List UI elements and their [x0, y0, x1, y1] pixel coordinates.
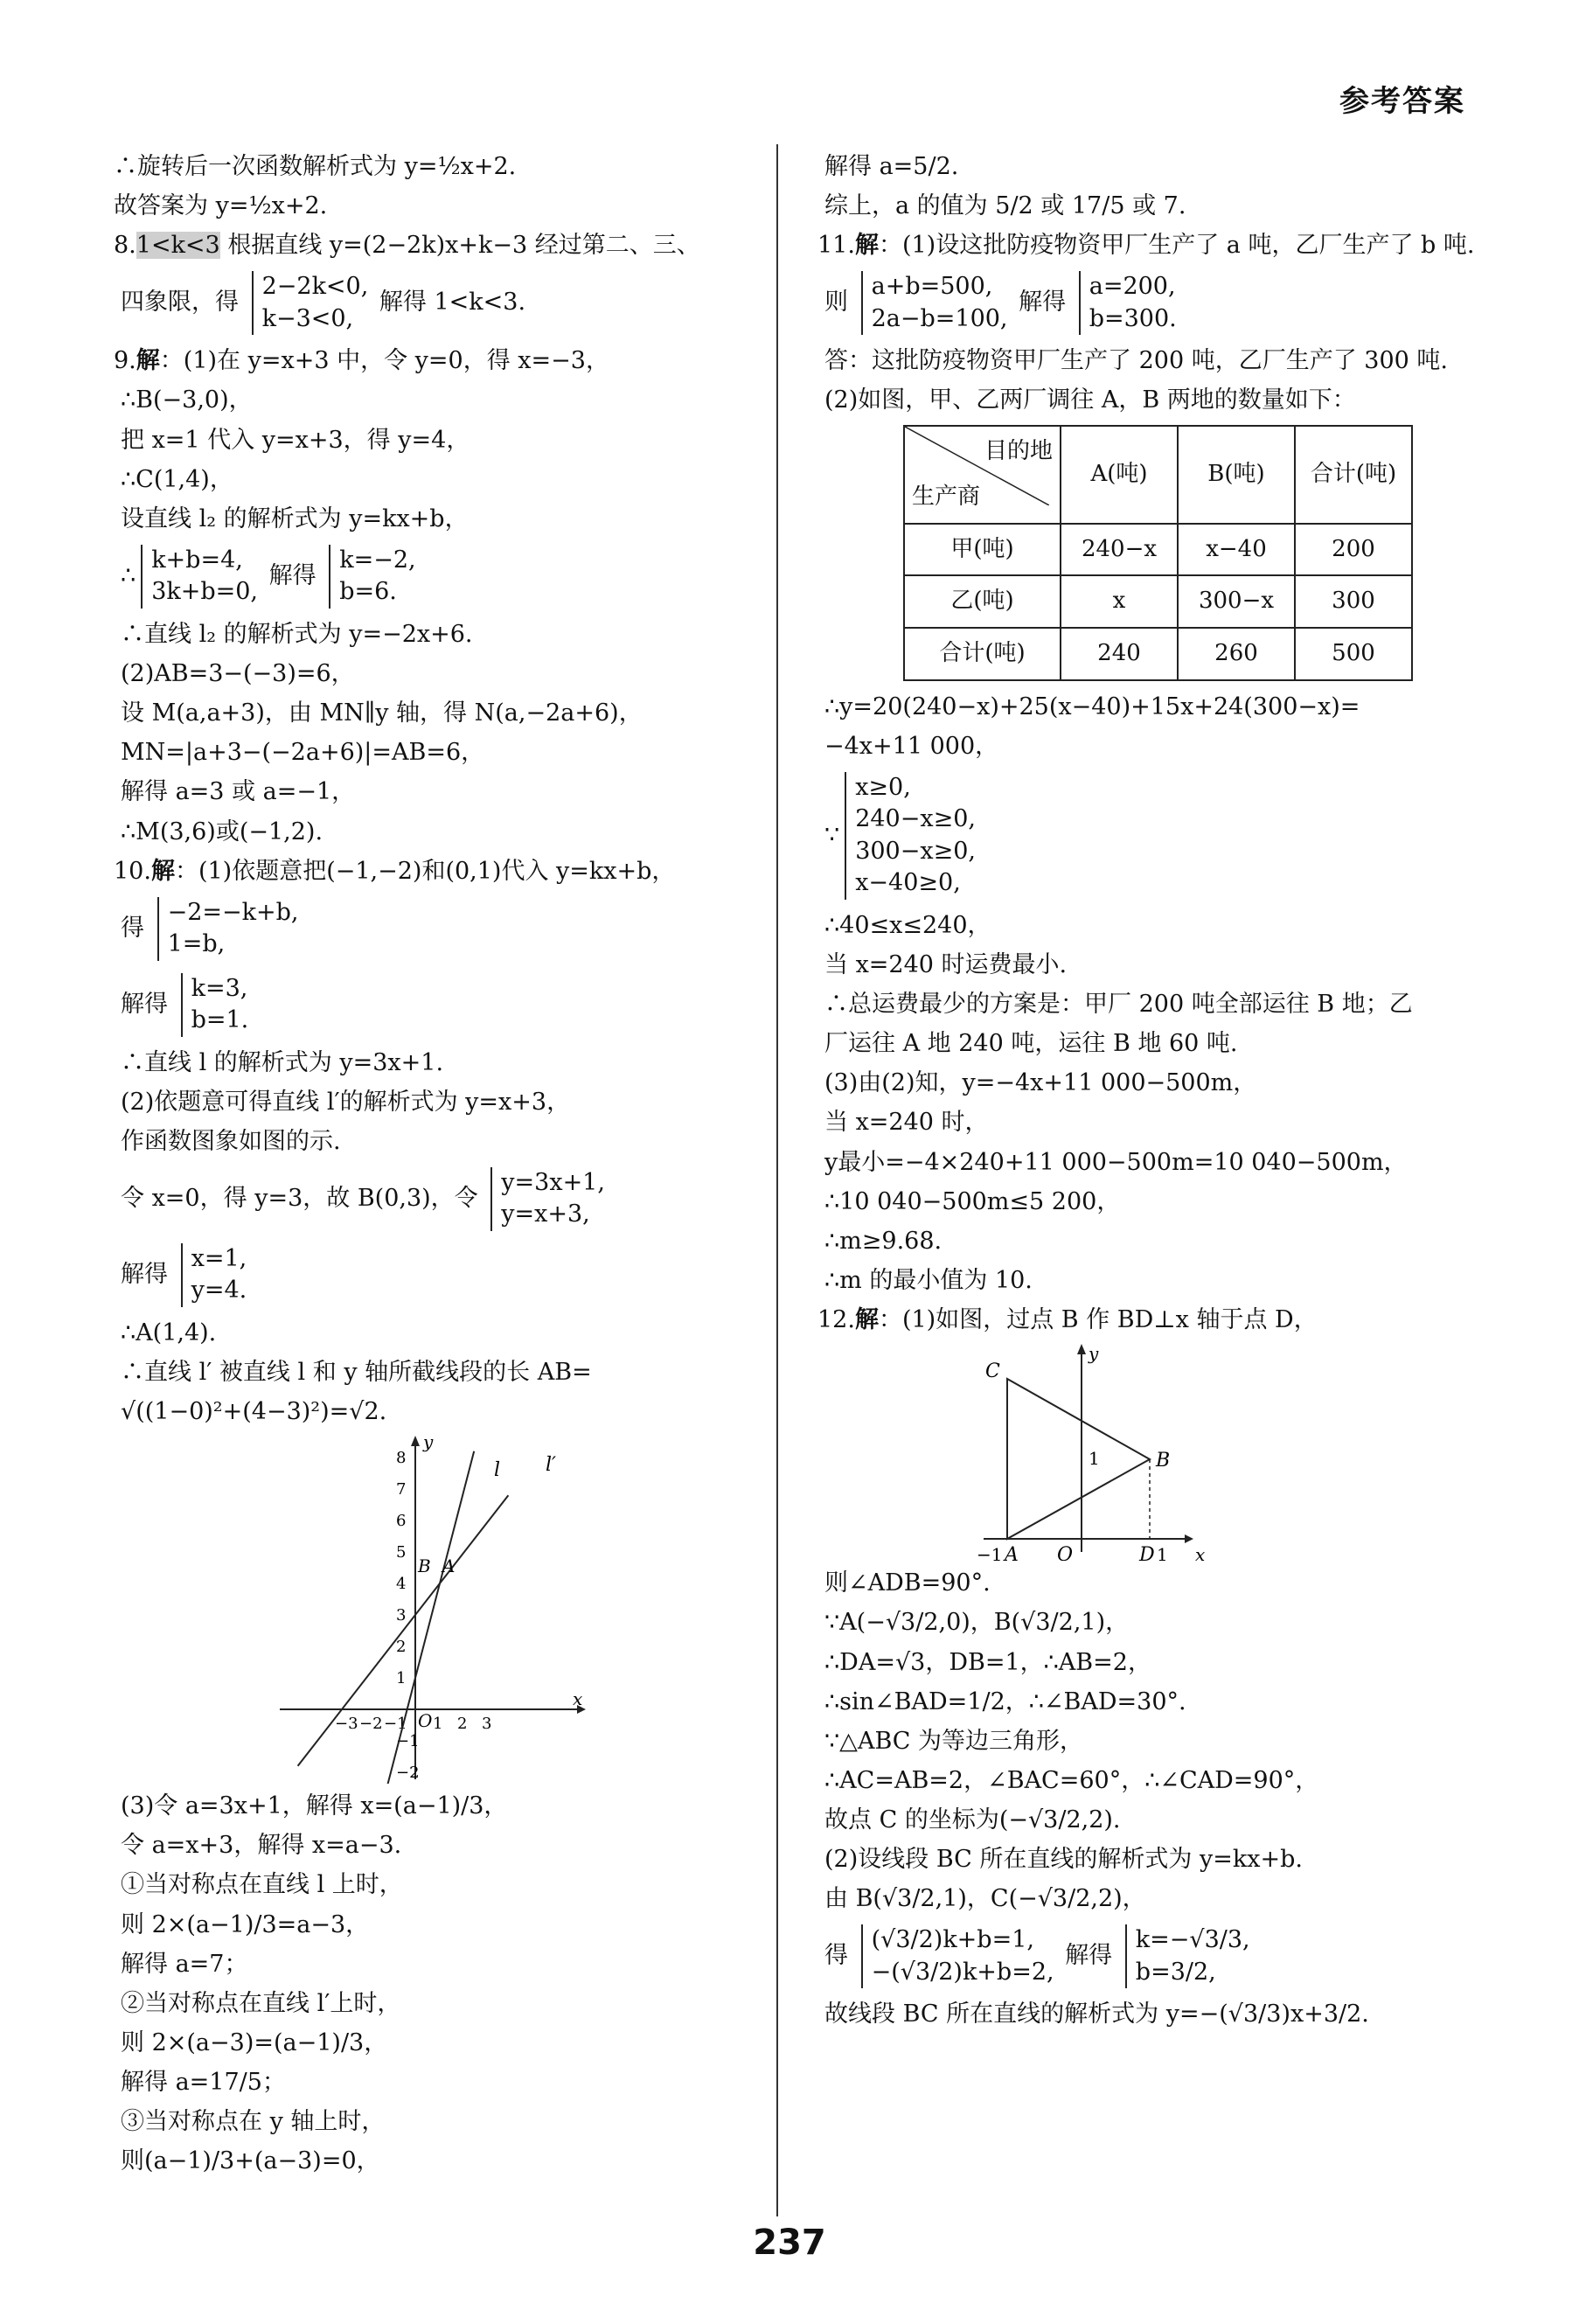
text-line: 解得 a=5/2.: [824, 153, 959, 180]
text-line: 当 x=240 时，: [824, 1109, 989, 1137]
equation: y=3x+1,: [501, 1169, 605, 1197]
equation: b=300.: [1089, 304, 1177, 332]
equation-system-row: ∵ x≥0, 240−x≥0, 300−x≥0, x−40≥0,: [817, 769, 1464, 903]
equation: k=−2,: [339, 546, 416, 574]
y-axis-label: y: [423, 1434, 434, 1453]
text-line: 设 M(a,a+3)，由 MN∥y 轴，得 N(a,−2a+6)，: [121, 699, 643, 727]
text-line: −4x+11 000，: [824, 732, 999, 760]
text-line: ③当对称点在 y 轴上时，: [121, 2108, 386, 2136]
table-cell: 240−x: [1061, 524, 1178, 576]
table-header: 合计(吨): [1295, 426, 1412, 524]
text-line: ∴40≤x≤240，: [824, 911, 991, 939]
table-cell: 乙(吨): [904, 575, 1061, 628]
y-tick-label: 6: [396, 1512, 407, 1531]
right-column: [817, 144, 1475, 2037]
text-fragment: 解得: [268, 561, 316, 589]
equation-system: [1079, 271, 1177, 335]
text-fragment: 解得 1<k<3.: [379, 289, 526, 317]
origin-label: O: [418, 1710, 433, 1732]
x-tick-label: 3: [482, 1715, 492, 1734]
x-axis-label: x: [1195, 1544, 1206, 1562]
equation-system: [157, 897, 299, 961]
text-line: 解得 a=7；: [121, 1950, 248, 1978]
table-cell: 240: [1061, 628, 1178, 680]
solution-label: 解: [854, 1306, 879, 1334]
text-line: ∴直线 l′ 被直线 l 和 y 轴所截线段的长 AB=: [121, 1358, 592, 1386]
tick-1-label: 1: [1157, 1544, 1168, 1562]
equation-system-row: [817, 1921, 1464, 1992]
y-tick-label: 3: [396, 1606, 407, 1625]
text-line: (3)令 a=3x+1，解得 x=(a−1)/3，: [121, 1792, 508, 1820]
text-fragment: ：(1)如图，过点 B 作 BD⊥x 轴于点 D，: [878, 1306, 1318, 1334]
equation-system-row: [114, 970, 761, 1040]
point-d-label: D: [1139, 1544, 1155, 1562]
text-fragment: ：(1)依题意把(−1,−2)和(0,1)代入 y=kx+b，: [174, 857, 676, 885]
solution-label: 解: [136, 347, 160, 375]
text-line: ①当对称点在直线 l 上时，: [121, 1871, 403, 1899]
equation: 1=b,: [167, 930, 226, 958]
equation-system: [861, 271, 1008, 335]
table-cell: 500: [1295, 628, 1412, 680]
table-cell: 300−x: [1178, 575, 1295, 628]
table-cell: 合计(吨): [904, 628, 1061, 680]
text-line: ∴M(3,6)或(−1,2).: [121, 818, 323, 845]
triangle-figure: [966, 1342, 1246, 1561]
y-tick-label: 8: [396, 1449, 407, 1468]
text-line: 综上，a 的值为 5/2 或 17/5 或 7.: [824, 192, 1186, 220]
solution-label: 解: [854, 232, 879, 260]
table-header: A(吨): [1061, 426, 1178, 524]
equation-system: [141, 545, 258, 609]
equation: k−3<0,: [261, 304, 354, 332]
text-line: 答：这批防疫物资甲厂生产了 200 吨，乙厂生产了 300 吨.: [824, 347, 1448, 375]
text-line: 作函数图象如图的示.: [121, 1127, 341, 1155]
table-cell: 200: [1295, 524, 1412, 576]
text-line: 由 B(√3/2,1)，C(−√3/2,2)，: [824, 1885, 1146, 1913]
equation-system: [329, 545, 415, 609]
text-line: (2)如图，甲、乙两厂调往 A，B 两地的数量如下：: [824, 386, 1356, 414]
equation: a+b=500,: [871, 273, 993, 301]
text-line: ∴sin∠BAD=1/2，∴∠BAD=30°.: [824, 1687, 1186, 1715]
table-cell: 260: [1178, 628, 1295, 680]
equation-system: [252, 271, 369, 335]
equation-system: [1125, 1924, 1250, 1988]
y-axis-label: y: [1089, 1343, 1099, 1365]
text-line: 当 x=240 时运费最小.: [824, 950, 1068, 978]
equation: k+b=4,: [151, 546, 243, 574]
equation: 2−2k<0,: [261, 273, 369, 301]
text-line: ∴A(1,4).: [121, 1319, 217, 1346]
origin-label: O: [1057, 1544, 1074, 1562]
equation-system: [845, 772, 976, 900]
equation-system: [861, 1924, 1054, 1988]
question-8: [114, 228, 761, 262]
function-graph: [271, 1434, 586, 1784]
equation-system-row: ∴ k+b=4, 3k+b=0, 解得 k=−2, b=6.: [114, 541, 761, 612]
question-10: [114, 854, 761, 888]
text-line: ∴直线 l₂ 的解析式为 y=−2x+6.: [121, 620, 473, 648]
x-tick-label: 2: [457, 1715, 468, 1734]
text-line: 解得 a=17/5；: [121, 2069, 286, 2097]
text-line: 令 a=x+3，解得 x=a−3.: [121, 1832, 402, 1860]
x-axis-arrow: [1185, 1534, 1193, 1543]
text-line: ②当对称点在直线 l′上时，: [121, 1989, 401, 2017]
text-line: 则 2×(a−1)/3=a−3，: [121, 1910, 370, 1938]
question-number: 12.: [817, 1306, 855, 1334]
text-line: ∴m≥9.68.: [824, 1227, 943, 1255]
x-axis-label: x: [573, 1688, 583, 1710]
equilateral-triangle: [1007, 1379, 1150, 1539]
left-column: [114, 144, 761, 2184]
text-line: ∴旋转后一次函数解析式为 y=½x+2.: [114, 153, 517, 180]
line-l-prime-label: l′: [546, 1454, 557, 1477]
text-line: ∴m 的最小值为 10.: [824, 1266, 1033, 1294]
question-11: [817, 228, 1475, 262]
text-line: (2)依题意可得直线 l′的解析式为 y=x+3，: [121, 1088, 571, 1116]
text-fragment: 解得: [1065, 1942, 1113, 1970]
y-tick-label: −1: [396, 1732, 420, 1751]
text-fragment: 则: [824, 289, 848, 317]
y-axis-arrow: [1077, 1344, 1086, 1354]
table-row: [904, 575, 1412, 628]
text-line: (3)由(2)知，y=−4x+11 000−500m，: [824, 1069, 1257, 1097]
text-line: 根据直线 y=(2−2k)x+k−3 经过第二、三、: [219, 232, 700, 260]
text-line: ∴AC=AB=2，∠BAC=60°，∴∠CAD=90°，: [824, 1766, 1319, 1794]
equation: 3k+b=0,: [151, 578, 259, 606]
corner-top-label: 目的地: [984, 437, 1053, 464]
equation: a=200,: [1089, 273, 1176, 301]
equation: −(√3/2)k+b=2,: [871, 1958, 1054, 1986]
text-line: 则∠ADB=90°.: [824, 1569, 991, 1597]
equation-system-row: [114, 1240, 761, 1311]
table-cell: 甲(吨): [904, 524, 1061, 576]
equation: x=1,: [191, 1244, 247, 1272]
x-tick-label: −3: [335, 1715, 358, 1734]
point-b-label: B: [1156, 1450, 1171, 1472]
question-8-system: [114, 268, 761, 338]
point-a-label: A: [1005, 1544, 1019, 1562]
equation-system: [181, 1243, 247, 1307]
equation-system: [490, 1167, 605, 1231]
text-line: MN=|a+3−(−2a+6)|=AB=6，: [121, 739, 485, 767]
question-12: [817, 1303, 1464, 1337]
equation: k=3,: [191, 974, 248, 1002]
text-line: 故点 C 的坐标为(−√3/2,2).: [824, 1806, 1121, 1834]
text-fragment: ：(1)设这批防疫物资甲厂生产了 a 吨，乙厂生产了 b 吨.: [878, 232, 1475, 260]
corner-bottom-label: 生产商: [912, 483, 981, 510]
highlighted-answer: 1<k<3: [136, 232, 220, 260]
equation: 300−x≥0,: [855, 837, 976, 865]
equation: k=−√3/3,: [1135, 1926, 1250, 1954]
text-fragment: 四象限，得: [121, 289, 239, 317]
text-line: ∴C(1,4)，: [121, 465, 233, 493]
text-line: ∴y=20(240−x)+25(x−40)+15x+24(300−x)=: [824, 692, 1360, 720]
question-number: 11.: [817, 232, 855, 260]
equation: x−40≥0,: [855, 869, 961, 897]
text-line: (2)AB=3−(−3)=6，: [121, 660, 355, 688]
text-line: 故答案为 y=½x+2.: [114, 192, 328, 220]
y-axis-arrow: [411, 1436, 420, 1446]
text-line: ∵A(−√3/2,0)，B(√3/2,1)，: [824, 1609, 1130, 1637]
y-tick-label: 7: [396, 1480, 407, 1499]
x-tick-label: 1: [433, 1715, 443, 1734]
text-fragment: 得: [121, 914, 144, 942]
text-line: ∴10 040−500m≤5 200，: [824, 1187, 1121, 1215]
x-tick-label: −1: [384, 1715, 407, 1734]
text-line: 设直线 l₂ 的解析式为 y=kx+b，: [121, 504, 469, 532]
text-line: 厂运往 A 地 240 吨，运往 B 地 60 吨.: [824, 1030, 1238, 1058]
text-fragment: 解得: [121, 990, 168, 1018]
equation: 240−x≥0,: [855, 805, 976, 833]
y-tick-label: 1: [396, 1669, 407, 1688]
column-divider: [776, 144, 778, 2216]
point-c-label: C: [985, 1360, 1000, 1383]
question-9: [114, 344, 761, 378]
equation: y=x+3,: [501, 1200, 590, 1228]
point-a-label: A: [442, 1555, 456, 1577]
equation: y=4.: [191, 1277, 247, 1305]
tick-y1-label: 1: [1089, 1448, 1100, 1470]
question-number: 9.: [114, 347, 136, 375]
y-tick-label: 2: [396, 1638, 407, 1657]
text-line: ∴DA=√3，DB=1，∴AB=2，: [824, 1648, 1151, 1676]
x-tick-label: −2: [359, 1715, 383, 1734]
page-number: 237: [753, 2223, 826, 2263]
table-header-row: [904, 426, 1412, 524]
text-line: √((1−0)²+(4−3)²)=√2.: [121, 1398, 387, 1426]
equation: b=1.: [191, 1006, 249, 1034]
question-number: 10.: [114, 857, 151, 885]
text-line: 则(a−1)/3+(a−3)=0，: [121, 2147, 380, 2175]
y-tick-label: 5: [396, 1543, 407, 1562]
solution-label: 解: [150, 857, 175, 885]
equation-system-row: [114, 1164, 761, 1235]
question-number: 8.: [114, 232, 136, 260]
table-header: B(吨): [1178, 426, 1295, 524]
equation-system-row: [817, 268, 1464, 338]
equation: 2a−b=100,: [871, 304, 1008, 332]
equation: b=3/2,: [1135, 1958, 1216, 1986]
equation-system: [181, 973, 249, 1037]
equation: x≥0,: [855, 773, 911, 801]
text-fragment: ：(1)在 y=x+3 中，令 y=0，得 x=−3，: [159, 347, 609, 375]
text-line: ∵△ABC 为等边三角形，: [824, 1727, 1084, 1755]
equation: (√3/2)k+b=1,: [871, 1926, 1034, 1954]
text-line: ∴B(−3,0)，: [121, 386, 253, 414]
table-row: [904, 628, 1412, 680]
equation-system-row: [114, 894, 761, 964]
page-header-title: 参考答案: [1339, 84, 1465, 119]
text-line: 则 2×(a−3)=(a−1)/3，: [121, 2029, 388, 2057]
y-tick-label: 4: [396, 1575, 407, 1594]
table-cell: x: [1061, 575, 1178, 628]
point-b-label: B: [418, 1555, 431, 1577]
equation: −2=−k+b,: [167, 898, 299, 926]
y-tick-label: −2: [396, 1764, 420, 1783]
text-line: (2)设线段 BC 所在直线的解析式为 y=kx+b.: [824, 1846, 1303, 1874]
text-fragment: 解得: [1019, 289, 1067, 317]
text-line: 把 x=1 代入 y=x+3，得 y=4，: [121, 426, 470, 454]
text-fragment: 令 x=0，得 y=3，故 B(0,3)，令: [121, 1184, 478, 1212]
line-l-label: l: [494, 1459, 501, 1482]
text-line: 解得 a=3 或 a=−1，: [121, 778, 356, 806]
text-line: 故线段 BC 所在直线的解析式为 y=−(√3/3)x+3/2.: [824, 2000, 1369, 2028]
equation: b=6.: [339, 578, 397, 606]
text-fragment: 解得: [121, 1260, 168, 1288]
text-line: ∴直线 l 的解析式为 y=3x+1.: [121, 1048, 444, 1076]
text-fragment: 得: [824, 1942, 848, 1970]
tick-neg1-label: −1: [977, 1544, 1003, 1562]
text-line: ∴总运费最少的方案是：甲厂 200 吨全部运往 B 地；乙: [824, 990, 1413, 1018]
table-cell: 300: [1295, 575, 1412, 628]
distribution-table: [903, 425, 1413, 681]
table-row: [904, 524, 1412, 576]
table-cell: x−40: [1178, 524, 1295, 576]
table-corner-cell: [904, 426, 1061, 524]
text-line: y最小=−4×240+11 000−500m=10 040−500m，: [824, 1148, 1408, 1176]
